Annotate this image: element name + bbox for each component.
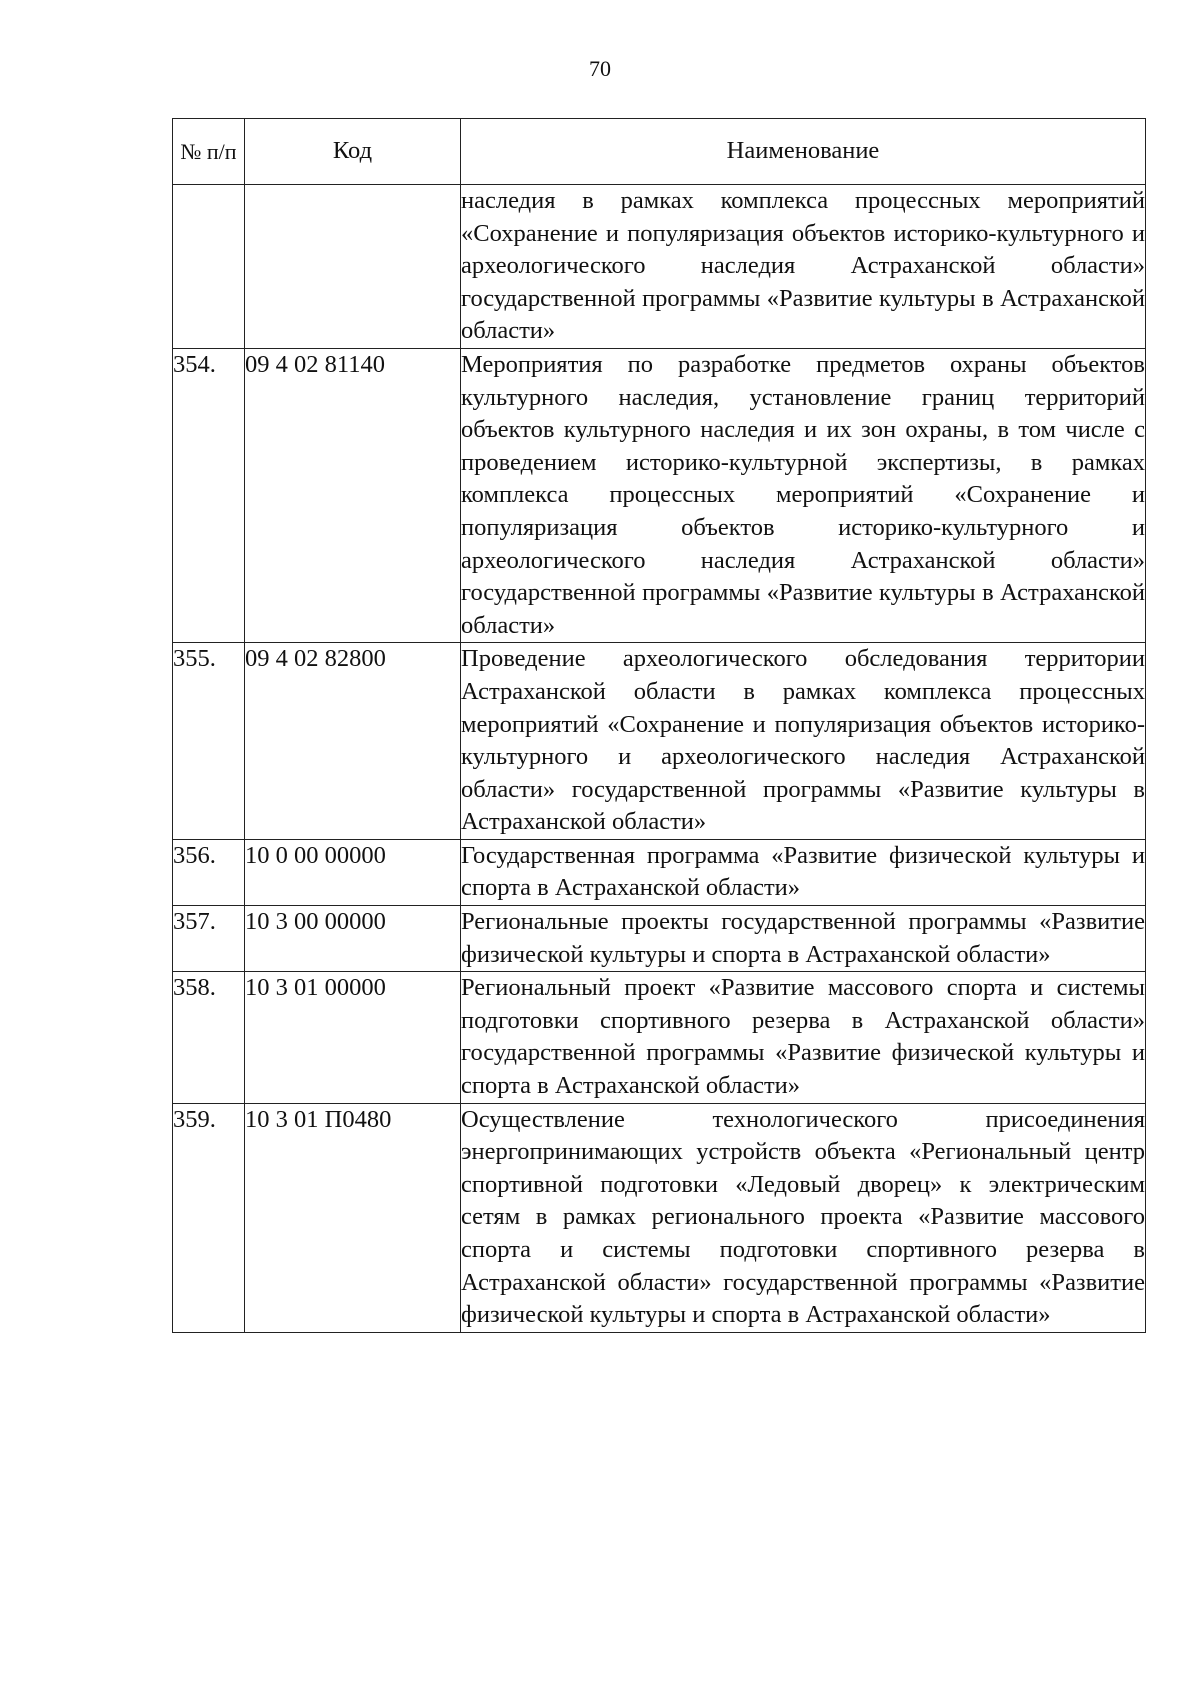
header-name: Наименование [461,119,1146,185]
row-number: 358. [173,972,245,1103]
table-row [173,906,1146,972]
budget-classification-table [172,118,1146,1333]
row-code: 09 4 02 81140 [245,348,461,642]
row-name: Региональные проекты государственной программы «Развитие физической культуры и спорта в Астраханской области» [461,906,1146,972]
row-number: 355. [173,643,245,840]
row-name: наследия в рамках комплекса процессных мероприятий «Сохранение и популяризация объектов историко-культурного и археологического наследия Астраханской области» государственной программы «Развитие культуры в Астраханской области» [461,185,1146,349]
page-number: 70 [589,56,611,81]
row-name: Государственная программа «Развитие физической культуры и спорта в Астраханской области» [461,839,1146,905]
table-row [173,1103,1146,1332]
row-name: Мероприятия по разработке предметов охраны объектов культурного наследия, установление границ территорий объектов культурного наследия и их зон охраны, в том числе с проведением историко-культурной экспертизы, в рамках комплекса процессных мероприятий «Сохранение и популяризация объектов историко-культурного и археологического наследия Астраханской области» государственной программы «Развитие культуры в Астраханской области» [461,348,1146,642]
table-row [173,972,1146,1103]
table-header-row [173,119,1146,185]
row-code: 10 0 00 00000 [245,839,461,905]
row-code: 10 3 01 П0480 [245,1103,461,1332]
row-code: 10 3 00 00000 [245,906,461,972]
row-number: 356. [173,839,245,905]
row-number: 357. [173,906,245,972]
row-number: 354. [173,348,245,642]
row-name: Региональный проект «Развитие массового спорта и системы подготовки спортивного резерва в Астраханской области» государственной программы «Развитие физической культуры и спорта в Астраханской области» [461,972,1146,1103]
header-number: № п/п [173,119,245,185]
row-number [173,185,245,349]
header-code: Код [245,119,461,185]
table-row [173,185,1146,349]
row-code: 09 4 02 82800 [245,643,461,840]
row-code: 10 3 01 00000 [245,972,461,1103]
table-row [173,643,1146,840]
row-number: 359. [173,1103,245,1332]
table-row [173,348,1146,642]
row-name: Осуществление технологического присоединения энергопринимающих устройств объекта «Региональный центр спортивной подготовки «Ледовый дворец» к электрическим сетям в рамках регионального проекта «Развитие массового спорта и системы подготовки спортивного резерва в Астраханской области» государственной программы «Развитие физической культуры и спорта в Астраханской области» [461,1103,1146,1332]
table-row [173,839,1146,905]
row-name: Проведение археологического обследования территории Астраханской области в рамках комплекса процессных мероприятий «Сохранение и популяризация объектов историко-культурного и археологического наследия Астраханской области» государственной программы «Развитие культуры в Астраханской области» [461,643,1146,840]
row-code [245,185,461,349]
